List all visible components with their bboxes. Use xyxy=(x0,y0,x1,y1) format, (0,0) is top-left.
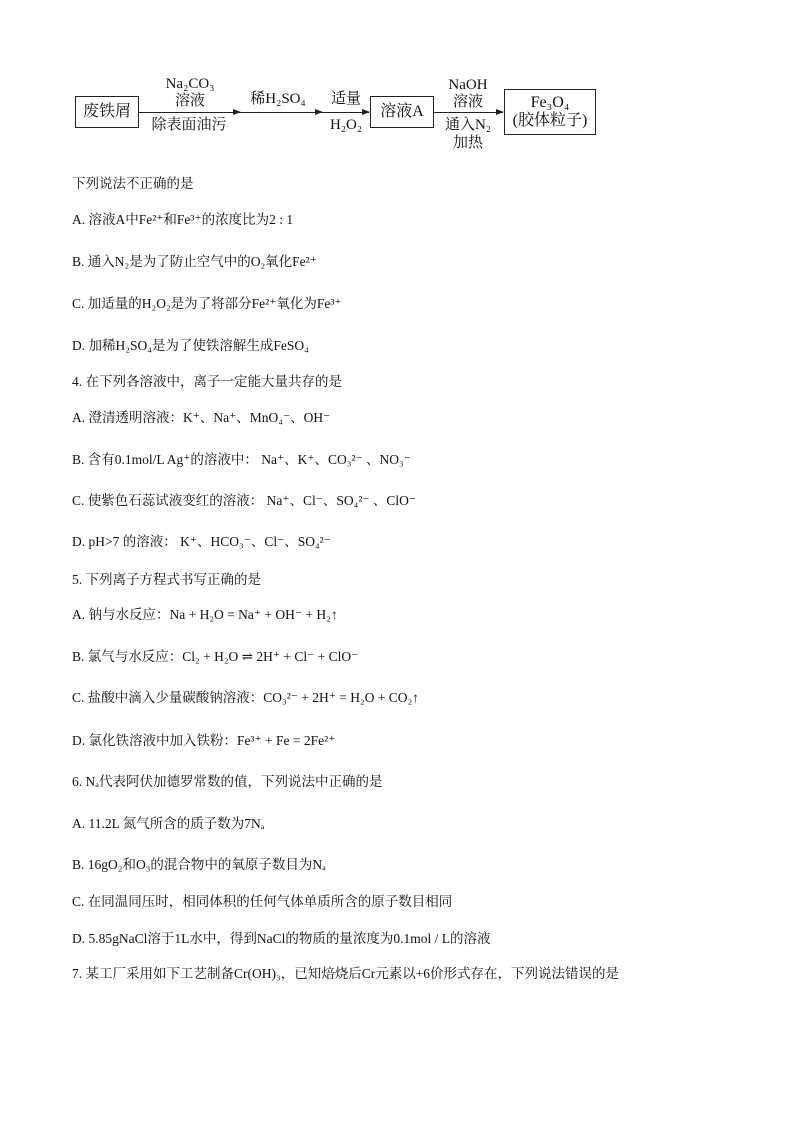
q4-option-c: C. 使紫色石蕊试液变红的溶液： Na⁺、Cl⁻、SO₄²⁻ 、ClO⁻ xyxy=(72,493,417,508)
step4-bottom2: 加热 xyxy=(452,135,483,151)
box-scrap-iron-label: 废铁屑 xyxy=(82,103,131,120)
step4-bottom1: 通入N₂ xyxy=(444,117,492,133)
step1-bottom: 除表面油污 xyxy=(151,117,227,133)
q3-option-c: C. 加适量的H₂O₂是为了将部分Fe²⁺氧化为Fe³⁺ xyxy=(72,296,342,311)
process-flowchart xyxy=(0,0,794,160)
q6-option-d: D. 5.85gNaCl溶于1L水中，得到NaCl的物质的量浓度为0.1mol / L的溶液 xyxy=(72,931,491,946)
q5-option-c: C. 盐酸中滴入少量碳酸钠溶液：CO₃²⁻ + 2H⁺ = H₂O + CO₂↑ xyxy=(72,690,420,705)
step3-top: 适量 xyxy=(330,91,361,107)
step4-top2: 溶液 xyxy=(452,94,483,110)
q4-option-a: A. 澄清透明溶液：K⁺、Na⁺、MnO₄⁻、OH⁻ xyxy=(72,410,331,425)
box-product-line1: Fe₃O₄ xyxy=(530,94,570,111)
question-4-stem: 4. 在下列各溶液中，离子一定能大量共存的是 xyxy=(72,374,342,389)
box-solution-a xyxy=(370,96,434,128)
step1-top-word: 溶液 xyxy=(174,93,205,109)
q4-option-d: D. pH>7 的溶液： K⁺、HCO₃⁻、Cl⁻、SO₄²⁻ xyxy=(72,534,331,549)
q5-option-a: A. 钠与水反应：Na + H₂O = Na⁺ + OH⁻ + H₂↑ xyxy=(72,607,338,622)
q3-option-a: A. 溶液A中Fe²⁺和Fe³⁺的浓度比为2 : 1 xyxy=(72,212,294,227)
q5-option-d: D. 氯化铁溶液中加入铁粉：Fe³⁺ + Fe = 2Fe²⁺ xyxy=(72,733,336,748)
q3-option-b: B. 通入N₂是为了防止空气中的O₂氧化Fe²⁺ xyxy=(72,254,317,269)
box-solution-a-label: 溶液A xyxy=(380,103,424,120)
q5-option-b: B. 氯气与水反应：Cl₂ + H₂O ⇌ 2H⁺ + Cl⁻ + ClO⁻ xyxy=(72,649,359,664)
question-7-stem: 7. 某工厂采用如下工艺制备Cr(OH)₃，已知焙烧后Cr元素以+6价形式存在，下列说法错误的是 xyxy=(72,966,620,981)
arrow-1 xyxy=(138,112,240,113)
question-3-stem: 下列说法不正确的是 xyxy=(72,176,194,191)
arrow-2 xyxy=(240,112,322,113)
q6-option-c: C. 在同温同压时，相同体积的任何气体单质所含的原子数目相同 xyxy=(72,894,453,909)
step4-top1: NaOH xyxy=(448,77,488,93)
box-product xyxy=(504,89,596,135)
question-5-stem: 5. 下列离子方程式书写正确的是 xyxy=(72,572,261,587)
step3-bottom: H₂O₂ xyxy=(329,117,363,133)
arrow-3 xyxy=(322,112,369,113)
q4-option-b: B. 含有0.1mol/L Ag⁺的溶液中： Na⁺、K⁺、CO₃²⁻ 、NO₃⁻ xyxy=(72,452,411,467)
step2-top: 稀H₂SO₄ xyxy=(250,91,306,107)
box-scrap-iron xyxy=(75,96,139,128)
q3-option-d: D. 加稀H₂SO₄是为了使铁溶解生成FeSO₄ xyxy=(72,338,309,353)
arrow-4 xyxy=(433,112,503,113)
step1-top-formula: Na₂CO₃ xyxy=(165,76,215,92)
q6-option-a: A. 11.2L 氮气所含的质子数为7Nₐ xyxy=(72,816,265,831)
question-6-stem: 6. Nₐ代表阿伏加德罗常数的值，下列说法中正确的是 xyxy=(72,774,383,789)
q6-option-b: B. 16gO₂和O₃的混合物中的氧原子数目为Nₐ xyxy=(72,857,326,872)
box-product-line2: (胶体粒子) xyxy=(512,112,588,129)
